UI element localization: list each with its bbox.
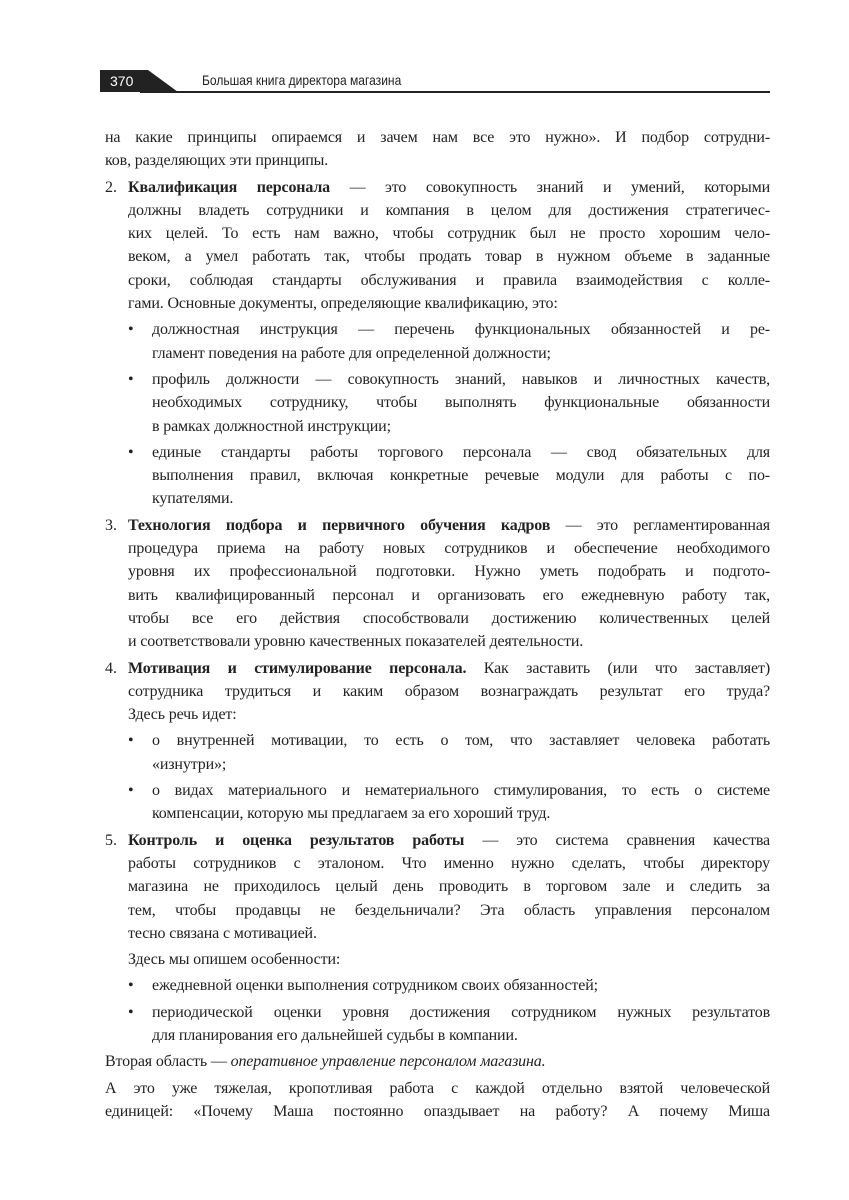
bullet-item (105, 974, 770, 997)
text-line (128, 584, 770, 607)
line-text: для планирования его дальнейшей судьбы в компании. (152, 1026, 518, 1044)
text-line (128, 560, 770, 583)
text-line (128, 607, 770, 630)
line-text: веком, а умел работать так, чтобы продать товар в нужном объеме в заданные (128, 248, 770, 266)
paragraph (105, 126, 770, 173)
text-line (128, 703, 770, 726)
line-text: Здесь мы опишем особенности: (128, 951, 341, 969)
line-text: — это система сравнения качества (464, 831, 770, 849)
text-line (152, 779, 770, 802)
text-line (105, 1077, 770, 1100)
line-text: тесно связана с мотивацией. (128, 924, 317, 942)
text-line (152, 487, 770, 510)
line-text: ких целей. То есть нам важно, чтобы сотрудник был не просто хорошим чело- (128, 225, 770, 243)
text-line (128, 680, 770, 703)
line-text: сотрудника трудиться и каким образом вознаграждать результат его труда? (128, 682, 770, 700)
text-line (152, 391, 770, 414)
bold-term: Мотивация и стимулирование персонала. (128, 659, 467, 677)
text-line (128, 292, 770, 315)
text-line (152, 753, 770, 776)
line-text: о внутренней мотивации, то есть о том, что заставляет человека работать (152, 732, 770, 750)
line-text: Вторая область — (105, 1053, 231, 1071)
bullet-marker: • (128, 443, 134, 461)
text-line (152, 729, 770, 752)
item-number: 5. (105, 831, 117, 849)
text-line (128, 176, 770, 199)
text-line (152, 464, 770, 487)
line-text: «изнутри»; (152, 755, 227, 773)
line-text: — это регламентированная (550, 516, 770, 534)
item-number: 3. (105, 516, 117, 534)
bullet-item (105, 779, 770, 826)
line-text: единые стандарты работы торгового персонала — свод обязательных для (152, 443, 770, 461)
line-text: чтобы все его действия способствовали достижению количественных целей (128, 609, 770, 627)
page-body (105, 126, 770, 1126)
numbered-item (105, 657, 770, 727)
text-line (128, 630, 770, 653)
text-line (105, 149, 770, 172)
text-line (152, 1001, 770, 1024)
text-line (128, 829, 770, 852)
text-line (128, 852, 770, 875)
line-text: А это уже тяжелая, кропотливая работа с каждой отдельно взятой человеческой (105, 1079, 770, 1097)
line-text: уровня их профессиональной подготовки. Нужно уметь подобрать и подгото- (128, 563, 770, 581)
header-rule (140, 91, 770, 93)
bullet-marker: • (128, 977, 134, 995)
line-text: о видах материального и нематериального стимулирования, то есть о системе (152, 782, 770, 800)
text-line (128, 222, 770, 245)
text-line (105, 1050, 770, 1073)
bullet-marker: • (128, 370, 134, 388)
text-line (128, 537, 770, 560)
bullet-item (105, 318, 770, 365)
text-line (105, 1100, 770, 1123)
page-number: 370 (110, 73, 134, 89)
numbered-item (105, 829, 770, 945)
text-line (152, 342, 770, 365)
text-line (128, 245, 770, 268)
text-line (152, 368, 770, 391)
paragraph (105, 1050, 770, 1073)
line-text: процедура приема на работу новых сотрудников и обеспечение необходимого (128, 540, 770, 558)
line-text: ков, разделяющих эти принципы. (105, 152, 329, 170)
line-text: вить квалифицированный персонал и организовать его ежедневную работу так, (128, 586, 770, 604)
line-text: работы сотрудников с эталоном. Что именно нужно сделать, чтобы директору (128, 854, 770, 872)
line-text: должностная инструкция — перечень функциональных обязанностей и ре- (152, 321, 770, 339)
text-line (128, 948, 770, 971)
bold-term: Технология подбора и первичного обучения кадров (128, 516, 551, 534)
bold-term: Контроль и оценка результатов работы (128, 831, 465, 849)
book-title: Большая книга директора магазина (202, 72, 402, 88)
numbered-item (105, 948, 770, 971)
line-text: и соответствовали уровню качественных показателей деятельности. (128, 633, 584, 651)
item-number: 4. (105, 659, 117, 677)
bullet-marker: • (128, 732, 134, 750)
italic-term: оперативное управление персоналом магазина. (230, 1053, 546, 1071)
bullet-item (105, 441, 770, 511)
bullet-marker: • (128, 321, 134, 339)
text-line (128, 922, 770, 945)
line-text: гламент поведения на работе для определенной должности; (152, 344, 551, 362)
numbered-item (105, 514, 770, 654)
line-text: ежедневной оценки выполнения сотрудником своих обязанностей; (152, 977, 598, 995)
line-text: сроки, соблюдая стандарты обслуживания и правила взаимодействия с колле- (128, 271, 770, 289)
text-line (152, 802, 770, 825)
text-line (152, 441, 770, 464)
text-line (128, 899, 770, 922)
bullet-item (105, 368, 770, 438)
line-text: на какие принципы опираемся и зачем нам все это нужно». И подбор сотрудни- (105, 129, 770, 146)
line-text: единицей: «Почему Маша постоянно опаздывает на работу? А почему Миша (105, 1102, 770, 1120)
line-text: необходимых сотруднику, чтобы выполнять функциональные обязанности (152, 394, 770, 412)
running-header (100, 70, 770, 94)
line-text: — это совокупность знаний и умений, которыми (330, 178, 770, 196)
item-number: 2. (105, 178, 117, 196)
text-line (128, 199, 770, 222)
line-text: Здесь речь идет: (128, 706, 237, 724)
line-text: в рамках должностной инструкции; (152, 417, 391, 435)
line-text: Как заставить (или что заставляет) (466, 659, 770, 677)
bullet-item (105, 729, 770, 776)
line-text: гами. Основные документы, определяющие квалификацию, это: (128, 295, 558, 313)
text-line (128, 514, 770, 537)
bold-term: Квалификация персонала (128, 178, 331, 196)
text-line (128, 269, 770, 292)
text-line (128, 875, 770, 898)
text-line (152, 974, 770, 997)
line-text: компенсации, которую мы предлагаем за его хороший труд. (152, 805, 551, 823)
line-text: тем, чтобы продавцы не бездельничали? Эта область управления персоналом (128, 901, 770, 919)
line-text: периодической оценки уровня достижения сотрудником нужных результатов (152, 1003, 770, 1021)
text-line (152, 1024, 770, 1047)
bullet-item (105, 1001, 770, 1048)
line-text: профиль должности — совокупность знаний, навыков и личностных качеств, (152, 370, 770, 388)
line-text: купателями. (152, 490, 234, 508)
line-text: выполнения правил, включая конкретные речевые модули для работы с по- (152, 467, 770, 485)
paragraph (105, 1077, 770, 1124)
text-line (152, 415, 770, 438)
numbered-item (105, 176, 770, 316)
text-line (128, 657, 770, 680)
line-text: должны владеть сотрудники и компания в целом для достижения стратегичес- (128, 201, 770, 219)
text-line (105, 126, 770, 149)
line-text: магазина не приходилось целый день проводить в торговом зале и следить за (128, 878, 770, 896)
text-line (152, 318, 770, 341)
bullet-marker: • (128, 1003, 134, 1021)
bullet-marker: • (128, 782, 134, 800)
